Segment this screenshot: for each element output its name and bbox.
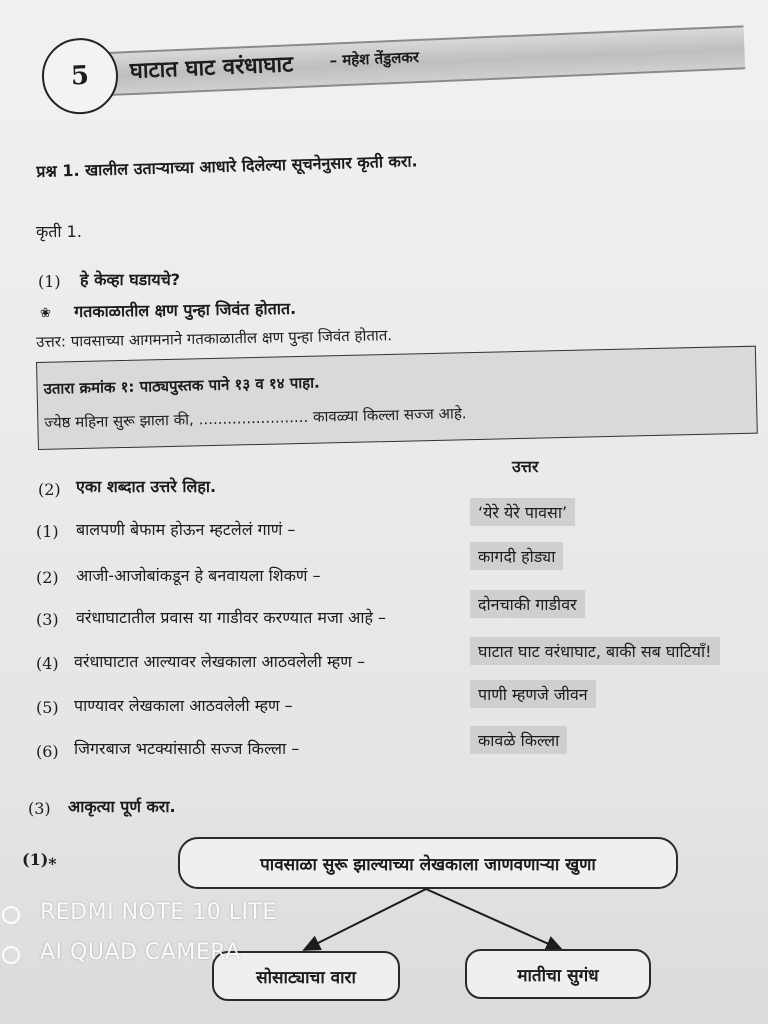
chapter-number: 5	[40, 37, 119, 116]
part1-prompt: हे केव्हा घडायचे?	[80, 270, 181, 289]
arrow-left	[304, 889, 426, 950]
row-answer: कागदी होड्या	[470, 542, 563, 570]
passage-line-2: ज्येष्ठ महिना सुरू झाला की, ....................... कावळ्या किल्ला सज्ज आहे.	[44, 404, 467, 432]
watermark-ring-icon	[2, 946, 20, 964]
part2-number: (2)	[38, 480, 61, 499]
part3-sub-number: (1)⁎	[22, 850, 57, 869]
row-answer: पाणी म्हणजे जीवन	[470, 680, 596, 708]
chapter-title: घाटात घाट वरंधाघाट	[129, 52, 294, 85]
row-question: बालपणी बेफाम होऊन म्हटलेलं गाणं –	[76, 520, 296, 539]
part3-prompt: आकृत्या पूर्ण करा.	[68, 797, 176, 816]
watermark-ring-icon	[2, 906, 20, 924]
part1-number: (1)	[38, 272, 61, 291]
row-answer: घाटात घाट वरंधाघाट, बाकी सब घाटियाँ!	[470, 637, 720, 665]
question-heading: प्रश्न 1. खालील उताऱ्याच्या आधारे दिलेल्या सूचनेनुसार कृती करा.	[36, 151, 418, 181]
row-answer: दोनचाकी गाडीवर	[470, 590, 585, 618]
row-number: (5)	[36, 698, 59, 717]
watermark-line-2: AI QUAD CAMERA	[40, 940, 241, 965]
diagram-right-node: मातीचा सुगंध	[465, 949, 651, 999]
row-question: पाण्यावर लेखकाला आठवलेली म्हण –	[74, 696, 293, 715]
part2-prompt: एका शब्दात उत्तरे लिहा.	[76, 477, 217, 496]
row-number: (2)	[36, 568, 59, 587]
arrow-right	[426, 889, 562, 950]
activity-label: कृती 1.	[36, 222, 82, 241]
row-answer: ‘येरे येरे पावसा’	[470, 498, 575, 526]
row-question: जिगरबाज भटक्यांसाठी सज्ज किल्ला –	[74, 739, 300, 758]
part3-number: (3)	[28, 799, 51, 818]
row-question: वरंधाघाटातील प्रवास या गाडीवर करण्यात मजा आहे –	[76, 608, 387, 627]
passage-line-1: उतारा क्रमांक १: पाठ्यपुस्तक पाने १३ व १४ पाहा.	[43, 373, 320, 398]
part1-answer: उत्तर: पावसाच्या आगमनाने गतकाळातील क्षण पुन्हा जिवंत होतात.	[36, 326, 393, 351]
row-number: (4)	[36, 654, 59, 673]
row-answer: कावळे किल्ला	[470, 726, 567, 754]
row-number: (1)	[36, 522, 59, 541]
watermark-line-1: REDMI NOTE 10 LITE	[40, 900, 277, 925]
row-question: आजी-आजोबांकडून हे बनवायला शिकणं –	[76, 566, 321, 585]
row-number: (3)	[36, 610, 59, 629]
row-number: (6)	[36, 742, 59, 761]
flower-bullet-icon: ❀	[40, 306, 51, 321]
diagram-left-node: सोसाट्याचा वारा	[212, 951, 400, 1001]
part1-item: गतकाळातील क्षण पुन्हा जिवंत होतात.	[74, 298, 297, 321]
chapter-author: – महेश तेंडुलकर	[329, 47, 420, 70]
diagram-center-node: पावसाळा सुरू झाल्याच्या लेखकाला जाणवणाऱ्या खुणा	[178, 837, 678, 889]
row-question: वरंधाघाटात आल्यावर लेखकाला आठवलेली म्हण –	[74, 652, 365, 671]
answer-column-header: उत्तर	[512, 457, 539, 476]
